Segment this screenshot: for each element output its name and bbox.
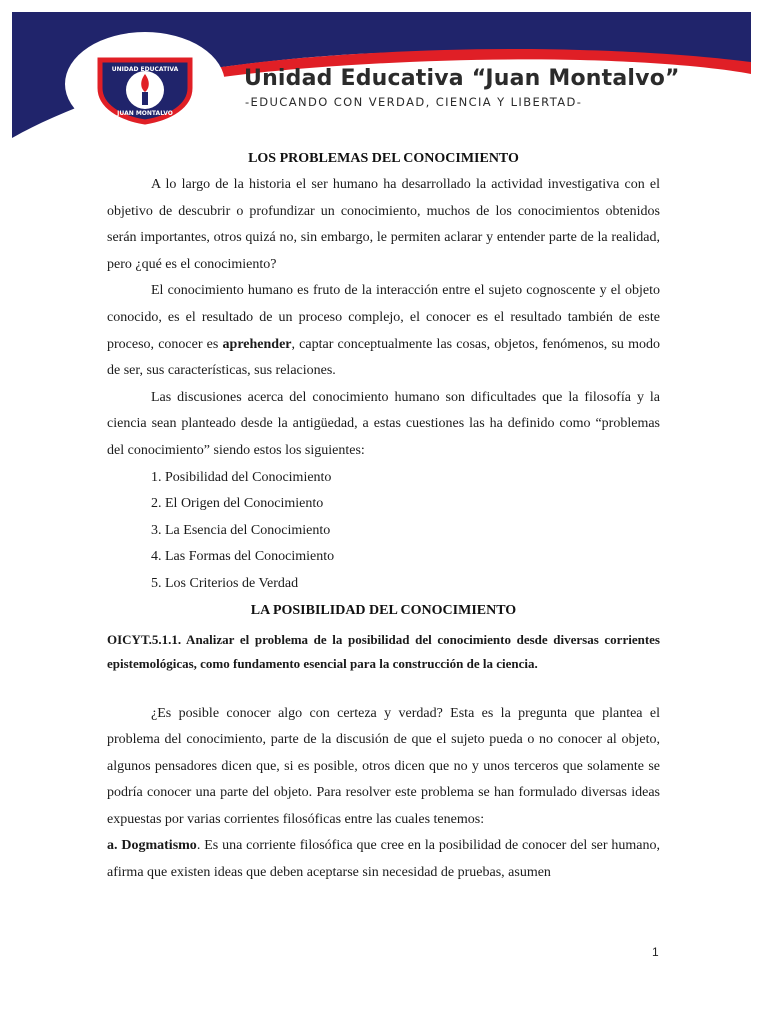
document-body xyxy=(107,146,660,887)
paragraph-question: ¿Es posible conocer algo con certeza y verdad? Esta es la pregunta que plantea el problema del conocimiento, parte de la discusión de que el sujeto pueda o no conocer al objeto, algunos pensadores dicen que, si es posible, otros dicen que no y unos terceros que solamente se podría conocer una parte del objeto. Para resolver este problema se han formulado diversas ideas expuestas por varias corrientes filosóficas entre las cuales tenemos: xyxy=(107,705,660,827)
section-title: LA POSIBILIDAD DEL CONOCIMIENTO xyxy=(250,602,517,618)
paragraph-intro: A lo largo de la historia el ser humano ha desarrollado la actividad investigativa con el objetivo de descubrir o profundizar un conocimiento, muchos de los conocimientos obtenidos serán importantes, otros quizá no, sin embargo, le permiten aclarar y entender parte de la realidad, pero ¿qué es el conocimiento? xyxy=(107,177,660,272)
paragraph-dogmatismo-text: . Es una corriente filosófica que cree en la posibilidad de conocer del ser humano, afirma que existen ideas que deben aceptarse sin necesidad de pruebas, asumen xyxy=(107,838,660,881)
paragraph-definition xyxy=(107,278,660,384)
paragraph-problems-intro: Las discusiones acerca del conocimiento humano son dificultades que la filosofía y la ciencia sean planteado desde la antigüedad, a estas cuestiones las ha definido como “problemas del conocimiento” siendo estos los siguientes: xyxy=(107,389,660,458)
paragraph-dogmatismo xyxy=(107,833,660,886)
term-aprehender: aprehender xyxy=(222,336,292,352)
emblem-bottom-text: JUAN MONTALVO xyxy=(117,110,173,117)
term-dogmatismo: a. Dogmatismo xyxy=(107,838,197,854)
list-item: 2. El Origen del Conocimiento xyxy=(151,496,324,512)
school-motto: -EDUCANDO CON VERDAD, CIENCIA Y LIBERTAD- xyxy=(245,95,583,109)
paragraph-definition-end: , captar conceptualmente las cosas, objetos, fenómenos, su modo de ser, sus características, sus relaciones. xyxy=(107,336,660,379)
page-number: 1 xyxy=(652,945,659,959)
header-banner xyxy=(0,0,768,140)
list-item: 1. Posibilidad del Conocimiento xyxy=(151,469,332,485)
paragraph-definition-start: El conocimiento humano es fruto de la interacción entre el sujeto cognoscente y el objeto conocido, es el resultado de un proceso complejo, el conocer es el resultado también de este proceso, conocer es xyxy=(107,283,660,352)
list-item: 3. La Esencia del Conocimiento xyxy=(151,522,331,538)
school-name: Unidad Educativa “Juan Montalvo” xyxy=(244,66,680,91)
list-item: 4. Las Formas del Conocimiento xyxy=(151,549,335,565)
list-item: 5. Los Criterios de Verdad xyxy=(151,575,299,591)
problems-list xyxy=(107,465,660,598)
document-title: LOS PROBLEMAS DEL CONOCIMIENTO xyxy=(248,151,519,166)
torch-handle-icon xyxy=(142,92,148,105)
spacer xyxy=(107,676,660,701)
emblem-top-text: UNIDAD EDUCATIVA xyxy=(111,66,179,73)
learning-objective: OICYT.5.1.1. Analizar el problema de la posibilidad del conocimiento desde diversas corrientes epistemológicas, como fundamento esencial para la construcción de la ciencia. xyxy=(107,631,660,671)
